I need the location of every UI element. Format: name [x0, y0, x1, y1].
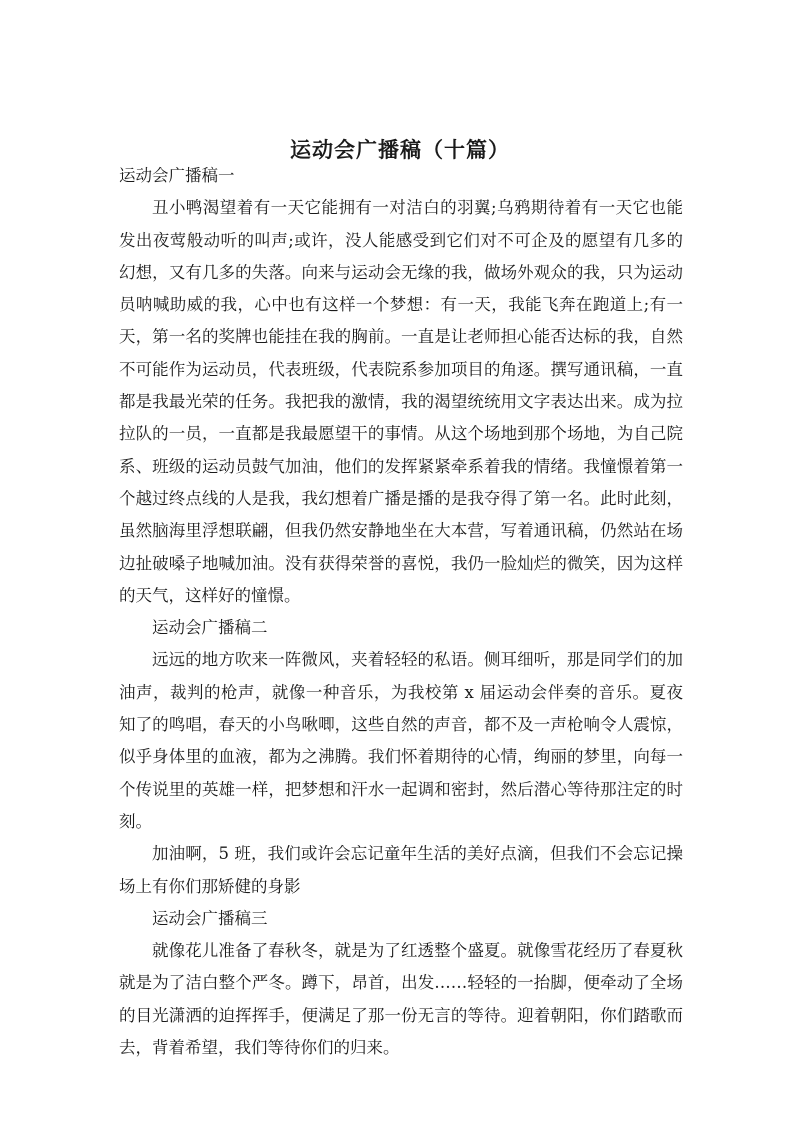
- section-3-paragraph: 就像花儿准备了春秋冬，就是为了红透整个盛夏。就像雪花经历了春夏秋就是为了洁白整个严冬。蹲下，昂首，出发……轻轻的一抬脚，便牵动了全场的目光潇洒的迫挥挥手，便满足了那一份无言的等待。迎着朝阳，你们踏歌而去，背着希望，我们等待你们的归来。: [119, 941, 683, 1058]
- section-2-paragraph-1: 远远的地方吹来一阵微风，夹着轻轻的私语。侧耳细听，那是同学们的加油声，裁判的枪声，就像一种音乐，为我校第 x 届运动会伴奏的音乐。夏夜知了的鸣唱，春天的小鸟啾唧，这些自然的声音，都不及一声枪响令人震惊，似乎身体里的血液，都为之沸腾。我们怀着期待的心情，绚丽的梦里，向每一个传说里的英雄一样，把梦想和汗水一起调和密封，然后潜心等待那注定的时刻。: [119, 650, 683, 831]
- document-title: 运动会广播稿（十篇）: [290, 138, 510, 163]
- document-body: [119, 160, 683, 1064]
- section-heading-3: 运动会广播稿三: [152, 908, 268, 928]
- section-heading-1: 运动会广播稿一: [119, 166, 235, 185]
- section-1-paragraph: 丑小鸭渴望着有一天它能拥有一对洁白的羽翼;乌鸦期待着有一天它也能发出夜莺般动听的叫声;或许，没人能感受到它们对不可企及的愿望有几多的幻想，又有几多的失落。向来与运动会无缘的我，做场外观众的我，只为运动员呐喊助威的我，心中也有这样一个梦想：有一天，我能飞奔在跑道上;有一天，第一名的奖牌也能挂在我的胸前。一直是让老师担心能否达标的我，自然不可能作为运动员，代表班级，代表院系参加项目的角逐。撰写通讯稿，一直都是我最光荣的任务。我把我的激情，我的渴望统统用文字表达出来。成为拉拉队的一员，一直都是我最愿望干的事情。从这个场地到那个场地，为自己院系、班级的运动员鼓气加油，他们的发挥紧紧牵系着我的情绪。我憧憬着第一个越过终点线的人是我，我幻想着广播是播的是我夺得了第一名。此时此刻，虽然脑海里浮想联翩，但我仍然安静地坐在大本营，写着通讯稿，仍然站在场边扯破嗓子地喊加油。没有获得荣誉的喜悦，我仍一脸灿烂的微笑，因为这样的天气，这样好的憧憬。: [119, 198, 683, 605]
- section-2-paragraph-2: 加油啊，5 班，我们或许会忘记童年生活的美好点滴，但我们不会忘记操场上有你们那矫健的身影: [119, 844, 683, 896]
- section-heading-2: 运动会广播稿二: [152, 618, 268, 638]
